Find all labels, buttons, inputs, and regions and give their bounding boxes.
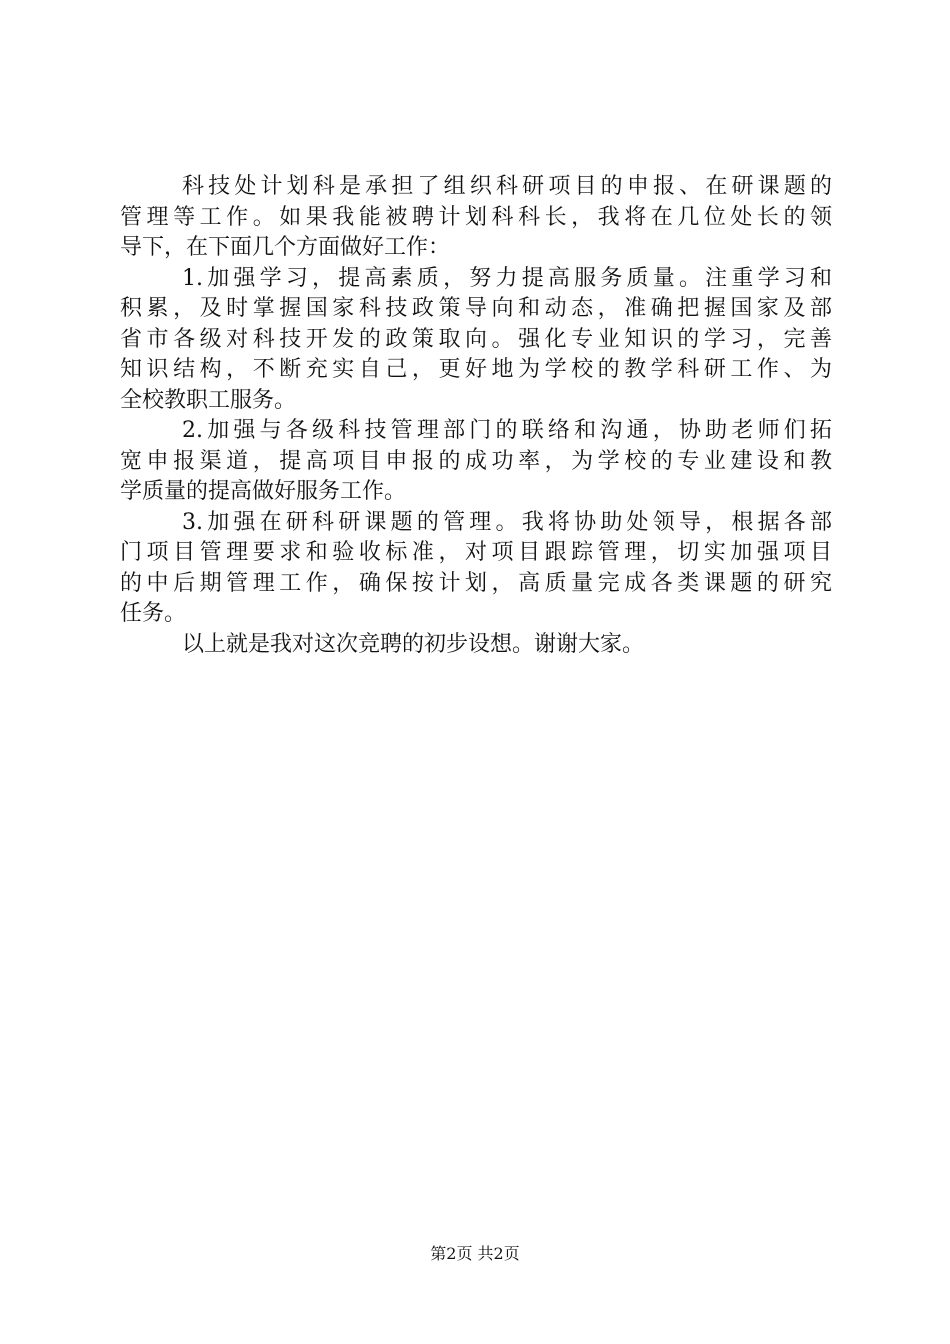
item-1-line-2: 积累，及时掌握国家科技政策导向和动态，准确把握国家及部 [120,296,832,321]
closing-line: 以上就是我对这次竞聘的初步设想。谢谢大家。 [182,631,645,657]
item-1-line-1: 1.加强学习，提高素质，努力提高服务质量。注重学习和 [182,265,832,291]
paragraph-1-line-3: 导下，在下面几个方面做好工作： [120,235,451,260]
item-2-line-3: 学质量的提高做好服务工作。 [120,479,407,504]
item-3-line-1: 3.加强在研科研课题的管理。我将协助处领导，根据各部 [182,509,832,535]
item-1-line-4: 知识结构，不断充实自己，更好地为学校的教学科研工作、为 [120,357,832,382]
item-1-line-5: 全校教职工服务。 [120,387,297,413]
paragraph-1-line-1: 科技处计划科是承担了组织科研项目的申报、在研课题的 [182,174,832,199]
item-3-line-2: 门项目管理要求和验收标准，对项目跟踪管理，切实加强项目 [120,540,832,565]
page-footer: 第2页 共2页 [430,1244,520,1263]
document-body [120,172,832,660]
item-2-line-2: 宽申报渠道，提高项目申报的成功率，为学校的专业建设和教 [120,448,832,474]
item-3-line-3: 的中后期管理工作，确保按计划，高质量完成各类课题的研究 [120,570,832,596]
paragraph-1-line-2: 管理等工作。如果我能被聘计划科科长，我将在几位处长的领 [120,204,832,230]
item-3-line-4: 任务。 [120,601,187,626]
item-2-line-1: 2.加强与各级科技管理部门的联络和沟通，协助老师们拓 [182,418,832,443]
item-1-line-3: 省市各级对科技开发的政策取向。强化专业知识的学习，完善 [120,326,832,352]
